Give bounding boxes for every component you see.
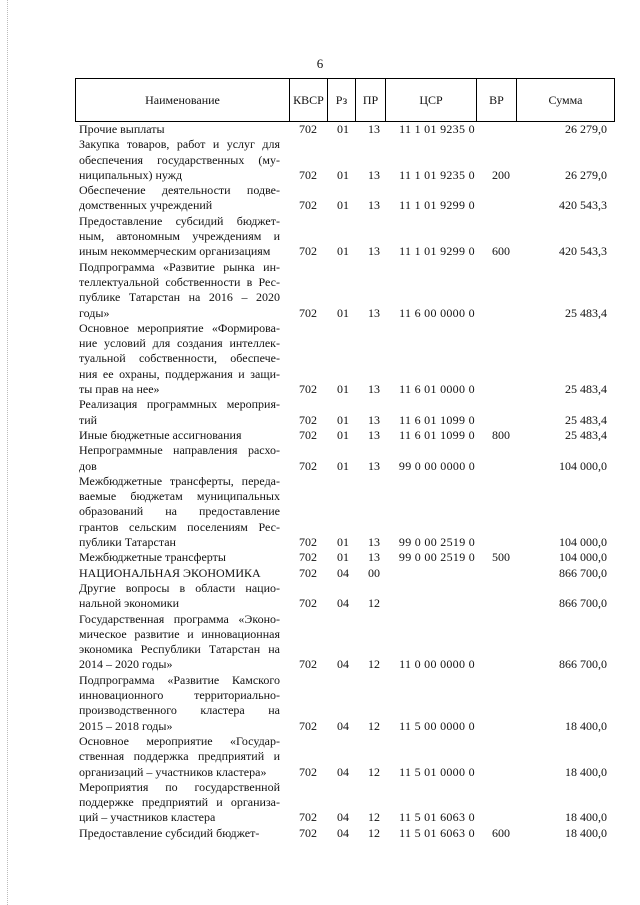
row-name [79, 734, 280, 780]
cell-pr: 13 [368, 427, 380, 442]
cell-csr: 11 6 01 1099 0 [399, 427, 475, 442]
cell-sum: 866 700,0 [559, 657, 607, 672]
cell-pr: 13 [368, 305, 380, 320]
cell-rz: 04 [337, 810, 349, 825]
row-name-line: иным некоммерческим организациям [79, 244, 271, 259]
row-name-line: Государственная программа «Эконо- [79, 611, 280, 626]
cell-sum: 26 279,0 [565, 167, 607, 182]
cell-pr: 13 [368, 244, 380, 259]
row-name-line: Основное мероприятие «Государ- [79, 733, 280, 748]
cell-pr: 12 [368, 764, 380, 779]
row-name-line: Предоставление субсидий бюджет- [79, 213, 280, 228]
cell-kvsr: 702 [299, 244, 317, 259]
cell-kvsr: 702 [299, 382, 317, 397]
cell-csr: 11 5 01 0000 0 [399, 764, 475, 779]
cell-rz: 01 [337, 382, 349, 397]
cell-pr: 13 [368, 122, 380, 136]
row-name-line: образований на предоставление [79, 504, 280, 519]
cell-sum: 25 483,4 [565, 427, 607, 442]
row-name-line: 2015 – 2018 годы» [79, 718, 173, 733]
cell-sum: 104 000,0 [559, 535, 607, 550]
cell-vr: 200 [492, 167, 510, 182]
cell-rz: 01 [337, 244, 349, 259]
row-name-line: тий [79, 412, 98, 427]
cell-pr: 12 [368, 825, 380, 840]
cell-pr: 13 [368, 412, 380, 427]
cell-pr: 12 [368, 657, 380, 672]
table-row [0, 612, 640, 673]
cell-sum: 104 000,0 [559, 550, 607, 565]
cell-csr: 11 1 01 9299 0 [399, 244, 475, 259]
row-name-line: годы» [79, 305, 110, 320]
row-name-line: 2014 – 2020 годы» [79, 657, 173, 672]
table-row [0, 443, 640, 474]
row-name [79, 183, 280, 214]
cell-kvsr: 702 [299, 825, 317, 840]
cell-sum: 104 000,0 [559, 458, 607, 473]
table-row [0, 397, 640, 428]
cell-csr: 11 5 00 0000 0 [399, 718, 475, 733]
cell-pr: 13 [368, 535, 380, 550]
header-kvsr: КВСР [289, 79, 327, 121]
row-name-line: Реализация программных мероприя- [79, 397, 280, 412]
header-name: Наименование [145, 92, 220, 107]
cell-csr: 11 1 01 9235 0 [399, 122, 475, 136]
cell-vr: 800 [492, 427, 510, 442]
row-name [79, 122, 280, 137]
cell-rz: 01 [337, 412, 349, 427]
row-name-line: Мероприятия по государственной [79, 779, 280, 794]
table-row [0, 260, 640, 321]
cell-kvsr: 702 [299, 122, 317, 136]
cell-rz: 01 [337, 305, 349, 320]
row-name-line: туальной собственности, обеспече- [79, 351, 280, 366]
cell-rz: 01 [337, 167, 349, 182]
header-pr: ПР [355, 79, 385, 121]
cell-csr: 11 5 01 6063 0 [399, 810, 475, 825]
row-name-line: Прочие выплаты [79, 122, 165, 136]
table-row [0, 122, 640, 137]
cell-vr: 600 [492, 825, 510, 840]
row-name-line: дов [79, 458, 97, 473]
row-name-line: Обеспечение деятельности подве- [79, 183, 280, 198]
row-name [79, 780, 280, 826]
cell-kvsr: 702 [299, 535, 317, 550]
table-row [0, 673, 640, 734]
cell-rz: 04 [337, 565, 349, 580]
cell-kvsr: 702 [299, 167, 317, 182]
row-name-line: Иные бюджетные ассигнования [79, 427, 242, 442]
row-name-line: Подпрограмма «Развитие Камского [79, 672, 280, 687]
cell-pr: 12 [368, 810, 380, 825]
header-sum: Сумма [516, 79, 614, 121]
cell-csr: 11 5 01 6063 0 [399, 825, 475, 840]
cell-kvsr: 702 [299, 657, 317, 672]
row-name-line: публики Татарстан [79, 535, 176, 550]
table-row [0, 137, 640, 183]
cell-rz: 04 [337, 825, 349, 840]
header-rz: Рз [327, 79, 355, 121]
cell-rz: 01 [337, 198, 349, 213]
cell-rz: 01 [337, 535, 349, 550]
row-name-line: грантов сельским поселениям Рес- [79, 519, 280, 534]
cell-sum: 18 400,0 [565, 718, 607, 733]
row-name [79, 260, 280, 321]
cell-csr: 99 0 00 0000 0 [398, 458, 476, 473]
cell-kvsr: 702 [299, 550, 317, 565]
cell-pr: 00 [368, 565, 380, 580]
cell-kvsr: 702 [299, 596, 317, 611]
cell-rz: 01 [337, 458, 349, 473]
table-row [0, 780, 640, 826]
table-row [0, 183, 640, 214]
row-name-line: экономика Республики Татарстан на [79, 642, 280, 657]
cell-csr: 99 0 00 2519 0 [398, 535, 476, 550]
row-name [79, 550, 280, 565]
row-name [79, 321, 280, 397]
table-row [0, 474, 640, 551]
cell-sum: 18 400,0 [565, 764, 607, 779]
row-name-line: организаций – участников кластера» [79, 764, 267, 779]
row-name [79, 428, 280, 443]
row-name-line: теллектуальной собственности в Рес- [79, 274, 280, 289]
row-name-line: ственная поддержка предприятий и [79, 749, 280, 764]
cell-csr: 99 0 00 2519 0 [398, 550, 476, 565]
row-name-line: ным, автономным учреждениям и [79, 229, 280, 244]
cell-csr: 11 1 01 9235 0 [399, 167, 475, 182]
row-name [79, 566, 280, 581]
cell-pr: 13 [368, 167, 380, 182]
header-vr: ВР [476, 79, 516, 121]
cell-kvsr: 702 [299, 810, 317, 825]
row-name-line: обеспечения государственных (му- [79, 152, 280, 167]
cell-kvsr: 702 [299, 198, 317, 213]
row-name [79, 474, 280, 550]
row-name [79, 443, 280, 474]
row-name-line: Другие вопросы в области нацио- [79, 580, 280, 595]
cell-rz: 04 [337, 657, 349, 672]
row-name [79, 214, 280, 260]
cell-pr: 12 [368, 596, 380, 611]
cell-sum: 25 483,4 [565, 305, 607, 320]
row-name-line: ние условий для создания интеллек- [79, 336, 280, 351]
cell-pr: 12 [368, 718, 380, 733]
row-name [79, 137, 280, 183]
cell-rz: 04 [337, 718, 349, 733]
cell-pr: 13 [368, 382, 380, 397]
cell-pr: 13 [368, 550, 380, 565]
row-name [79, 581, 280, 612]
cell-pr: 13 [368, 198, 380, 213]
row-name [79, 397, 280, 428]
row-name-line: ты прав на нее» [79, 382, 160, 397]
cell-sum: 25 483,4 [565, 412, 607, 427]
cell-vr: 600 [492, 244, 510, 259]
cell-csr: 11 6 01 1099 0 [399, 412, 475, 427]
cell-rz: 04 [337, 596, 349, 611]
row-name-line: производственного кластера на [79, 703, 280, 718]
row-name-line: Предоставление субсидий бюджет- [79, 825, 260, 840]
cell-sum: 25 483,4 [565, 382, 607, 397]
cell-kvsr: 702 [299, 565, 317, 580]
cell-kvsr: 702 [299, 412, 317, 427]
table-body [0, 122, 640, 841]
table-header [75, 78, 615, 122]
row-name-line: поддержке предприятий и организа- [79, 795, 280, 810]
cell-kvsr: 702 [299, 305, 317, 320]
cell-sum: 18 400,0 [565, 825, 607, 840]
cell-sum: 18 400,0 [565, 810, 607, 825]
row-name-line: Подпрограмма «Развитие рынка ин- [79, 259, 280, 274]
cell-kvsr: 702 [299, 764, 317, 779]
row-name-line: Межбюджетные трансферты, переда- [79, 473, 280, 488]
table-row [0, 428, 640, 443]
cell-sum: 866 700,0 [559, 596, 607, 611]
table-row [0, 734, 640, 780]
row-name-line: Межбюджетные трансферты [79, 550, 226, 565]
row-name-line: домственных учреждений [79, 198, 213, 213]
cell-vr: 500 [492, 550, 510, 565]
cell-pr: 13 [368, 458, 380, 473]
cell-csr: 11 6 01 0000 0 [399, 382, 475, 397]
cell-rz: 01 [337, 550, 349, 565]
cell-kvsr: 702 [299, 427, 317, 442]
cell-sum: 420 543,3 [559, 198, 607, 213]
row-name [79, 612, 280, 673]
row-name-line: Закупка товаров, работ и услуг для [79, 137, 280, 152]
cell-sum: 420 543,3 [559, 244, 607, 259]
row-name-line: инновационного территориально- [79, 688, 280, 703]
table-row [0, 826, 640, 841]
row-name-line: мическое развитие и инновационная [79, 626, 280, 641]
cell-sum: 866 700,0 [559, 565, 607, 580]
cell-kvsr: 702 [299, 458, 317, 473]
row-name-line: ваемые бюджетам муниципальных [79, 489, 280, 504]
table-row [0, 566, 640, 581]
cell-kvsr: 702 [299, 718, 317, 733]
cell-rz: 01 [337, 122, 349, 136]
cell-csr: 11 0 00 0000 0 [399, 657, 475, 672]
cell-sum: 26 279,0 [565, 122, 607, 136]
table-row [0, 321, 640, 398]
row-name [79, 673, 280, 734]
cell-csr: 11 6 00 0000 0 [399, 305, 475, 320]
cell-csr: 11 1 01 9299 0 [399, 198, 475, 213]
row-name-line: ниципальных) нужд [79, 167, 183, 182]
table-row [0, 581, 640, 612]
table-row [0, 214, 640, 260]
row-name-line: ния ее охраны, поддержания и защи- [79, 366, 280, 381]
page-number: 6 [316, 56, 324, 71]
header-csr: ЦСР [385, 79, 476, 121]
table-row [0, 550, 640, 565]
row-name-line: ций – участников кластера [79, 810, 216, 825]
row-name-line: публике Татарстан на 2016 – 2020 [79, 290, 280, 305]
row-name-line: Основное мероприятие «Формирова- [79, 320, 280, 335]
row-name-line: НАЦИОНАЛЬНАЯ ЭКОНОМИКА [79, 565, 261, 580]
row-name-line: Непрограммные направления расхо- [79, 443, 280, 458]
cell-rz: 01 [337, 427, 349, 442]
cell-rz: 04 [337, 764, 349, 779]
row-name-line: нальной экономики [79, 596, 179, 611]
row-name [79, 826, 280, 841]
